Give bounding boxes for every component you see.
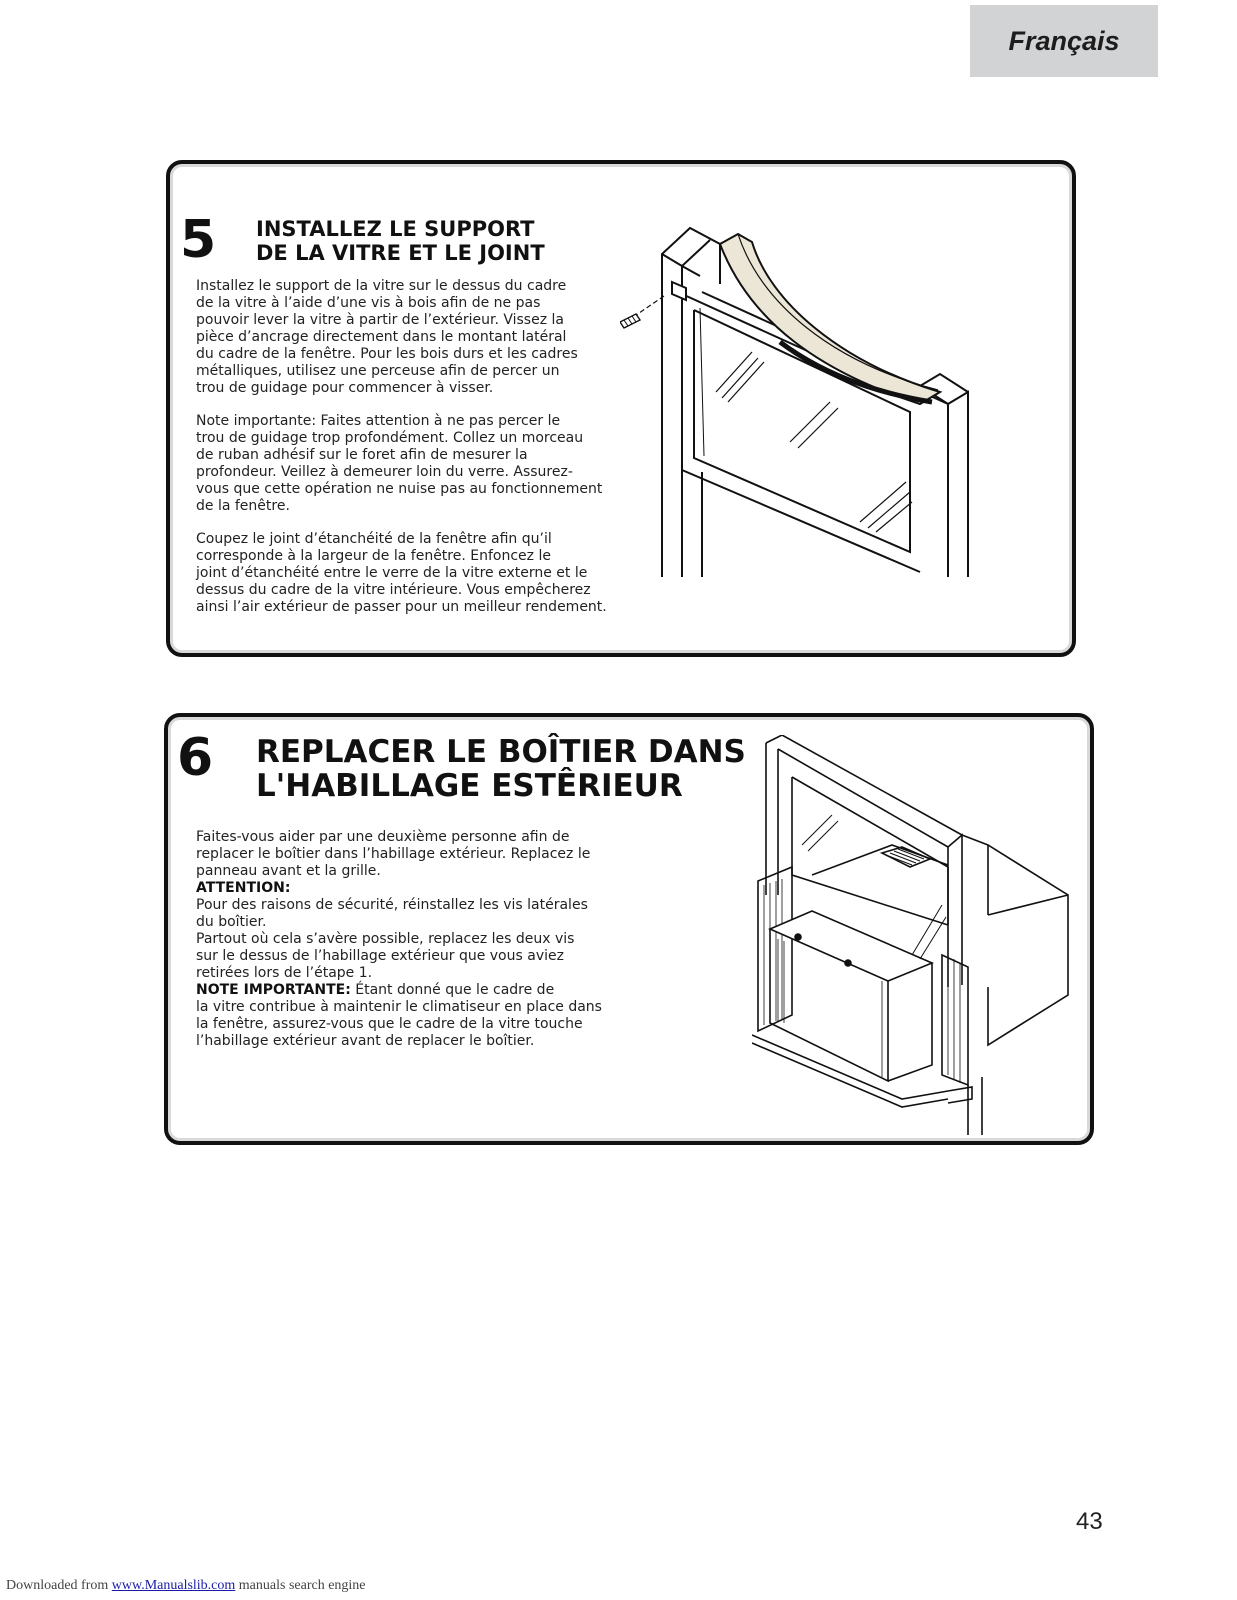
step-5-paragraph-1: Installez le support de la vitre sur le dessus du cadre de la vitre à l’aide d’une vis à bois afin de ne pas pouvoir lever la vitre à partir de l’extérieur. Vissez la pièce d’ancrage directement dans le montant latéral du cadre de la fenêtre. Pour les bois durs et les cadres métalliques, utilisez une perceuse afin de percer un trou de guidage pour commencer à visser. [196, 278, 578, 396]
language-tab: Français [970, 5, 1158, 77]
step-5-number: 5 [180, 210, 217, 270]
note-label: NOTE IMPORTANTE: [196, 982, 351, 998]
title-line: DE LA VITRE ET LE JOINT [256, 241, 545, 265]
page-number: 43 [1076, 1508, 1103, 1535]
step-6-text: Faites-vous aider par une deuxième personne afin de replacer le boîtier dans l’habillage extérieur. Replacez le panneau avant et la grille. ATTENTION: Pour des raisons de sécurité, réinstallez les vis latérales du boîtier. Partout où cela s’avère possible, replacez les deux vis sur le dessus de l’habillage extérieur que vous aviez retirées lors de l’étape 1. NOTE IMPORTANTE: Étant donné que le cadre de la vitre contribue à maintenir le climatiseur en place dans la fenêtre, assurez-vous que le cadre de la vitre touche l’habillage extérieur avant de replacer le boîtier. [196, 829, 602, 1049]
attention-label: ATTENTION: [196, 880, 291, 896]
title-line: REPLACER LE BOÎTIER DANS [256, 734, 746, 770]
air-conditioner-installation-illustration [752, 735, 1092, 1135]
step-5-title [256, 217, 545, 265]
window-seal-illustration [620, 222, 1000, 582]
footer: Downloaded from www.Manualslib.com manuals search engine [6, 1578, 366, 1593]
step-5-paragraph-2: Note importante: Faites attention à ne pas percer le trou de guidage trop profondément. Collez un morceau de ruban adhésif sur le foret afin de mesurer la profondeur. Veillez à demeurer loin du verre. Assurez- vous que cette opération ne nuise pas au fonctionnement de la fenêtre. [196, 413, 603, 514]
step-6-title [256, 735, 746, 803]
title-line: INSTALLEZ LE SUPPORT [256, 217, 535, 241]
manualslib-link[interactable]: www.Manualslib.com [111, 1578, 236, 1593]
step-5-paragraph-3: Coupez le joint d’étanchéité de la fenêtre afin qu’il corresponde à la largeur de la fenêtre. Enfoncez le joint d’étanchéité entre le verre de la vitre externe et le dessus du cadre de la vitre intérieure. Vous empêcherez ainsi l’air extérieur de passer pour un meilleur rendement. [196, 531, 607, 615]
title-line: L'HABILLAGE ESTÊRIEUR [256, 768, 683, 804]
step-6-number: 6 [177, 728, 214, 788]
step-5-text [196, 278, 607, 632]
